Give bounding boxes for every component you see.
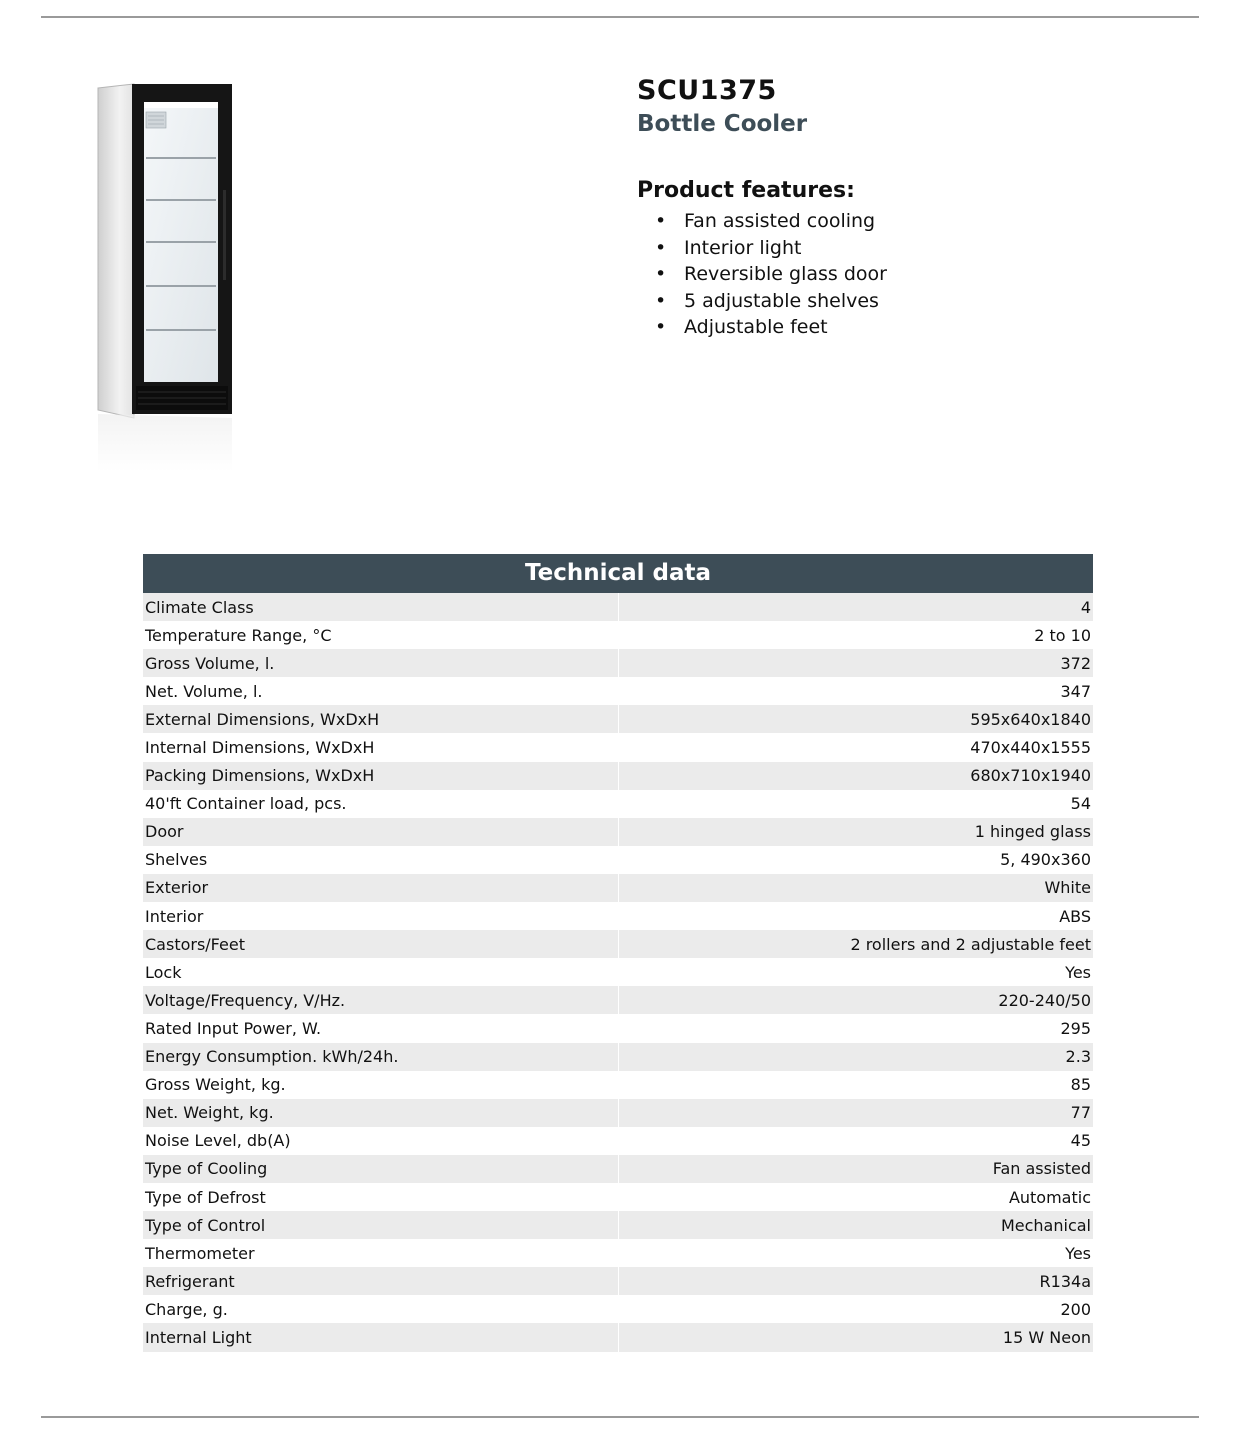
feature-text: Reversible glass door xyxy=(684,263,887,285)
spec-label: Net. Volume, l. xyxy=(143,677,618,705)
spec-label: External Dimensions, WxDxH xyxy=(143,705,618,733)
spec-value: 470x440x1555 xyxy=(970,738,1091,758)
top-divider xyxy=(41,16,1199,18)
table-row xyxy=(143,1267,1093,1295)
table-row xyxy=(143,1323,1093,1351)
bullet-icon: • xyxy=(655,316,667,338)
spec-value: 2.3 xyxy=(1065,1047,1091,1067)
spec-value: 1 hinged glass xyxy=(974,822,1091,842)
spec-label: Rated Input Power, W. xyxy=(143,1014,618,1042)
spec-label: Noise Level, db(A) xyxy=(143,1127,618,1155)
bullet-icon: • xyxy=(655,236,667,259)
table-row xyxy=(143,902,1093,930)
spec-value: 15 W Neon xyxy=(1002,1327,1091,1347)
feature-text: Adjustable feet xyxy=(684,316,828,338)
spec-label: 40'ft Container load, pcs. xyxy=(143,790,618,818)
table-row xyxy=(143,986,1093,1014)
spec-value: White xyxy=(1044,878,1091,898)
spec-label: Internal Dimensions, WxDxH xyxy=(143,733,618,761)
spec-value: 5, 490x360 xyxy=(1000,850,1091,870)
spec-value: Fan assisted xyxy=(992,1159,1091,1179)
table-row xyxy=(143,621,1093,649)
spec-value: 85 xyxy=(1070,1075,1091,1095)
spec-value: 45 xyxy=(1070,1131,1091,1151)
features-title: Product features: xyxy=(637,178,855,203)
table-row xyxy=(143,733,1093,761)
table-row xyxy=(143,958,1093,986)
spec-label: Type of Control xyxy=(143,1211,618,1239)
table-row xyxy=(143,649,1093,677)
table-row xyxy=(143,1071,1093,1099)
spec-label: Exterior xyxy=(143,874,618,902)
spec-label: Gross Weight, kg. xyxy=(143,1071,618,1099)
features-list xyxy=(637,208,1197,341)
table-row xyxy=(143,818,1093,846)
technical-data-section xyxy=(143,554,1093,1352)
technical-data-title: Technical data xyxy=(143,554,1093,593)
table-row xyxy=(143,1155,1093,1183)
spec-value: 372 xyxy=(1060,653,1091,673)
feature-item xyxy=(637,261,1197,288)
table-row xyxy=(143,677,1093,705)
spec-value: Yes xyxy=(1065,962,1091,982)
table-row xyxy=(143,930,1093,958)
bullet-icon: • xyxy=(655,210,667,232)
spec-value: 295 xyxy=(1060,1018,1091,1038)
table-row xyxy=(143,846,1093,874)
spec-label: Door xyxy=(143,818,618,846)
feature-item xyxy=(637,235,1197,262)
spec-label: Type of Defrost xyxy=(143,1183,618,1211)
spec-label: Net. Weight, kg. xyxy=(143,1099,618,1127)
table-row xyxy=(143,1043,1093,1071)
spec-label: Voltage/Frequency, V/Hz. xyxy=(143,986,618,1014)
spec-value: R134a xyxy=(1039,1271,1091,1291)
bullet-icon: • xyxy=(655,289,667,312)
spec-label: Temperature Range, °C xyxy=(143,621,618,649)
spec-label: Shelves xyxy=(143,846,618,874)
spec-value: 4 xyxy=(1080,597,1091,617)
spec-value: Yes xyxy=(1065,1243,1091,1263)
bottom-divider xyxy=(41,1416,1199,1418)
table-row xyxy=(143,1183,1093,1211)
feature-text: Fan assisted cooling xyxy=(684,210,876,232)
spec-label: Thermometer xyxy=(143,1239,618,1267)
spec-label: Interior xyxy=(143,902,618,930)
spec-value: 200 xyxy=(1060,1299,1091,1319)
table-row xyxy=(143,1211,1093,1239)
product-model: SCU1375 xyxy=(637,75,777,106)
spec-value: 2 to 10 xyxy=(1034,625,1091,645)
spec-value: 77 xyxy=(1070,1103,1091,1123)
table-row xyxy=(143,593,1093,621)
feature-item xyxy=(637,314,1197,341)
spec-label: Castors/Feet xyxy=(143,930,618,958)
spec-label: Refrigerant xyxy=(143,1267,618,1295)
table-row xyxy=(143,874,1093,902)
spec-label: Energy Consumption. kWh/24h. xyxy=(143,1043,618,1071)
spec-value: 680x710x1940 xyxy=(970,766,1091,786)
table-row xyxy=(143,790,1093,818)
feature-item xyxy=(637,208,1197,235)
spec-label: Gross Volume, l. xyxy=(143,649,618,677)
spec-value: 347 xyxy=(1060,681,1091,701)
table-row xyxy=(143,1239,1093,1267)
technical-data-table xyxy=(143,593,1093,1352)
table-row xyxy=(143,762,1093,790)
bullet-icon: • xyxy=(655,263,667,285)
spec-label: Climate Class xyxy=(143,593,618,621)
spec-value: ABS xyxy=(1059,906,1091,926)
table-row xyxy=(143,705,1093,733)
table-row xyxy=(143,1099,1093,1127)
feature-text: 5 adjustable shelves xyxy=(684,289,879,312)
spec-value: 220-240/50 xyxy=(998,990,1091,1010)
bottle-cooler-image xyxy=(92,80,242,480)
spec-value: 595x640x1840 xyxy=(970,709,1091,729)
spec-value: Automatic xyxy=(1008,1187,1091,1207)
table-row xyxy=(143,1127,1093,1155)
spec-label: Lock xyxy=(143,958,618,986)
spec-value: Mechanical xyxy=(1000,1215,1091,1235)
spec-label: Type of Cooling xyxy=(143,1155,618,1183)
table-row xyxy=(143,1295,1093,1323)
spec-label: Packing Dimensions, WxDxH xyxy=(143,762,618,790)
spec-label: Charge, g. xyxy=(143,1295,618,1323)
feature-text: Interior light xyxy=(684,236,802,259)
spec-value: 2 rollers and 2 adjustable feet xyxy=(850,934,1091,954)
product-subtitle: Bottle Cooler xyxy=(637,111,808,137)
spec-label: Internal Light xyxy=(143,1323,618,1351)
spec-value: 54 xyxy=(1070,794,1091,814)
product-info xyxy=(637,74,1197,341)
table-row xyxy=(143,1014,1093,1042)
feature-item xyxy=(637,288,1197,315)
